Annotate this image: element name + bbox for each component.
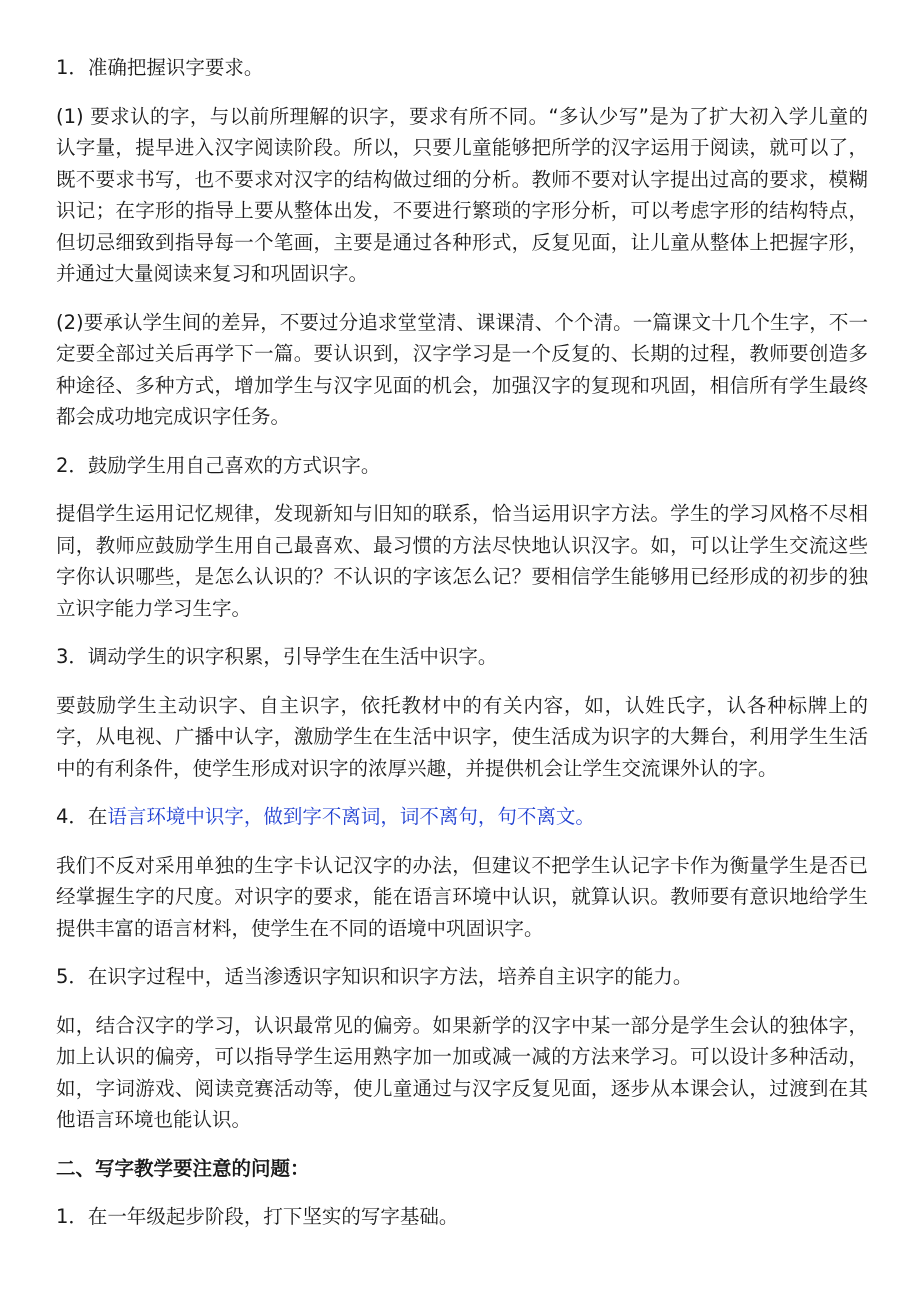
list-item-4-heading [56, 801, 868, 833]
paragraph-requirement-2: (2)要承认学生间的差异，不要过分追求堂堂清、课课清、个个清。一篇课文十几个生字，不一定要全部过关后再学下一篇。要认识到，汉字学习是一个反复的、长期的过程，教师要创造多种途径、多种方式，增加学生与汉字见面的机会，加强汉字的复现和巩固，相信所有学生最终都会成功地完成识字任务。 [56, 310, 868, 428]
paragraph-item-2-body: 提倡学生运用记忆规律，发现新知与旧知的联系，恰当运用识字方法。学生的学习风格不尽相同，教师应鼓励学生用自己最喜欢、最习惯的方法尽快地认识汉字。如，可以让学生交流这些字你认识哪些，是怎么认识的？不认识的字该怎么记？要相信学生能够用已经形成的初步的独立识字能力学习生字。 [56, 502, 868, 620]
writing-list-item-1: 1．在一年级起步阶段，打下坚实的写字基础。 [56, 1205, 459, 1228]
paragraph-item-4-body: 我们不反对采用单独的生字卡认记汉字的办法，但建议不把学生认记字卡作为衡量学生是否已经掌握生字的尺度。对识字的要求，能在语言环境中认识，就算认识。教师要有意识地给学生提供丰富的语言材料，使学生在不同的语境中巩固识字。 [56, 853, 868, 940]
list-item-3-heading: 3．调动学生的识字积累，引导学生在生活中识字。 [56, 645, 498, 668]
list-item-5-heading: 5．在识字过程中，适当渗透识字知识和识字方法，培养自主识字的能力。 [56, 965, 693, 988]
list-item-4-prefix: 4．在 [56, 805, 108, 828]
paragraph-requirement-1: (1) 要求认的字，与以前所理解的识字，要求有所不同。“多认少写”是为了扩大初入学儿童的认字量，提早进入汉字阅读阶段。所以，只要儿童能够把所学的汉字运用于阅读，就可以了，既不要求书写，也不要求对汉字的结构做过细的分析。教师不要对认字提出过高的要求，模糊识记；在字形的指导上要从整体出发，不要进行繁琐的字形分析，可以考虑字形的结构特点，但切忌细致到指导每一个笔画，主要是通过各种形式，反复见面，让儿童从整体上把握字形，并通过大量阅读来复习和巩固识字。 [56, 104, 868, 285]
list-item-4-highlight: 语言环境中识字，做到字不离词，词不离句，句不离文。 [107, 805, 595, 828]
paragraph-item-3-body: 要鼓励学生主动识字、自主识字，依托教材中的有关内容，如，认姓氏字，认各种标牌上的字，从电视、广播中认字，激励学生在生活中识字，使生活成为识字的大舞台，利用学生生活中的有利条件，使学生形成对识字的浓厚兴趣，并提供机会让学生交流课外认的字。 [56, 693, 868, 780]
paragraph-item-5-body: 如，结合汉字的学习，认识最常见的偏旁。如果新学的汉字中某一部分是学生会认的独体字，加上认识的偏旁，可以指导学生运用熟字加一加或减一减的方法来学习。可以设计多种活动，如，字词游戏、阅读竞赛活动等，使儿童通过与汉字反复见面，逐步从本课会认，过渡到在其他语言环境也能认识。 [56, 1013, 868, 1131]
list-item-1-heading: 1．准确把握识字要求。 [56, 56, 264, 79]
list-item-2-heading: 2．鼓励学生用自己喜欢的方式识字。 [56, 453, 381, 477]
section-heading-writing: 二、写字教学要注意的问题： [56, 1156, 310, 1180]
document-body [56, 52, 868, 1250]
